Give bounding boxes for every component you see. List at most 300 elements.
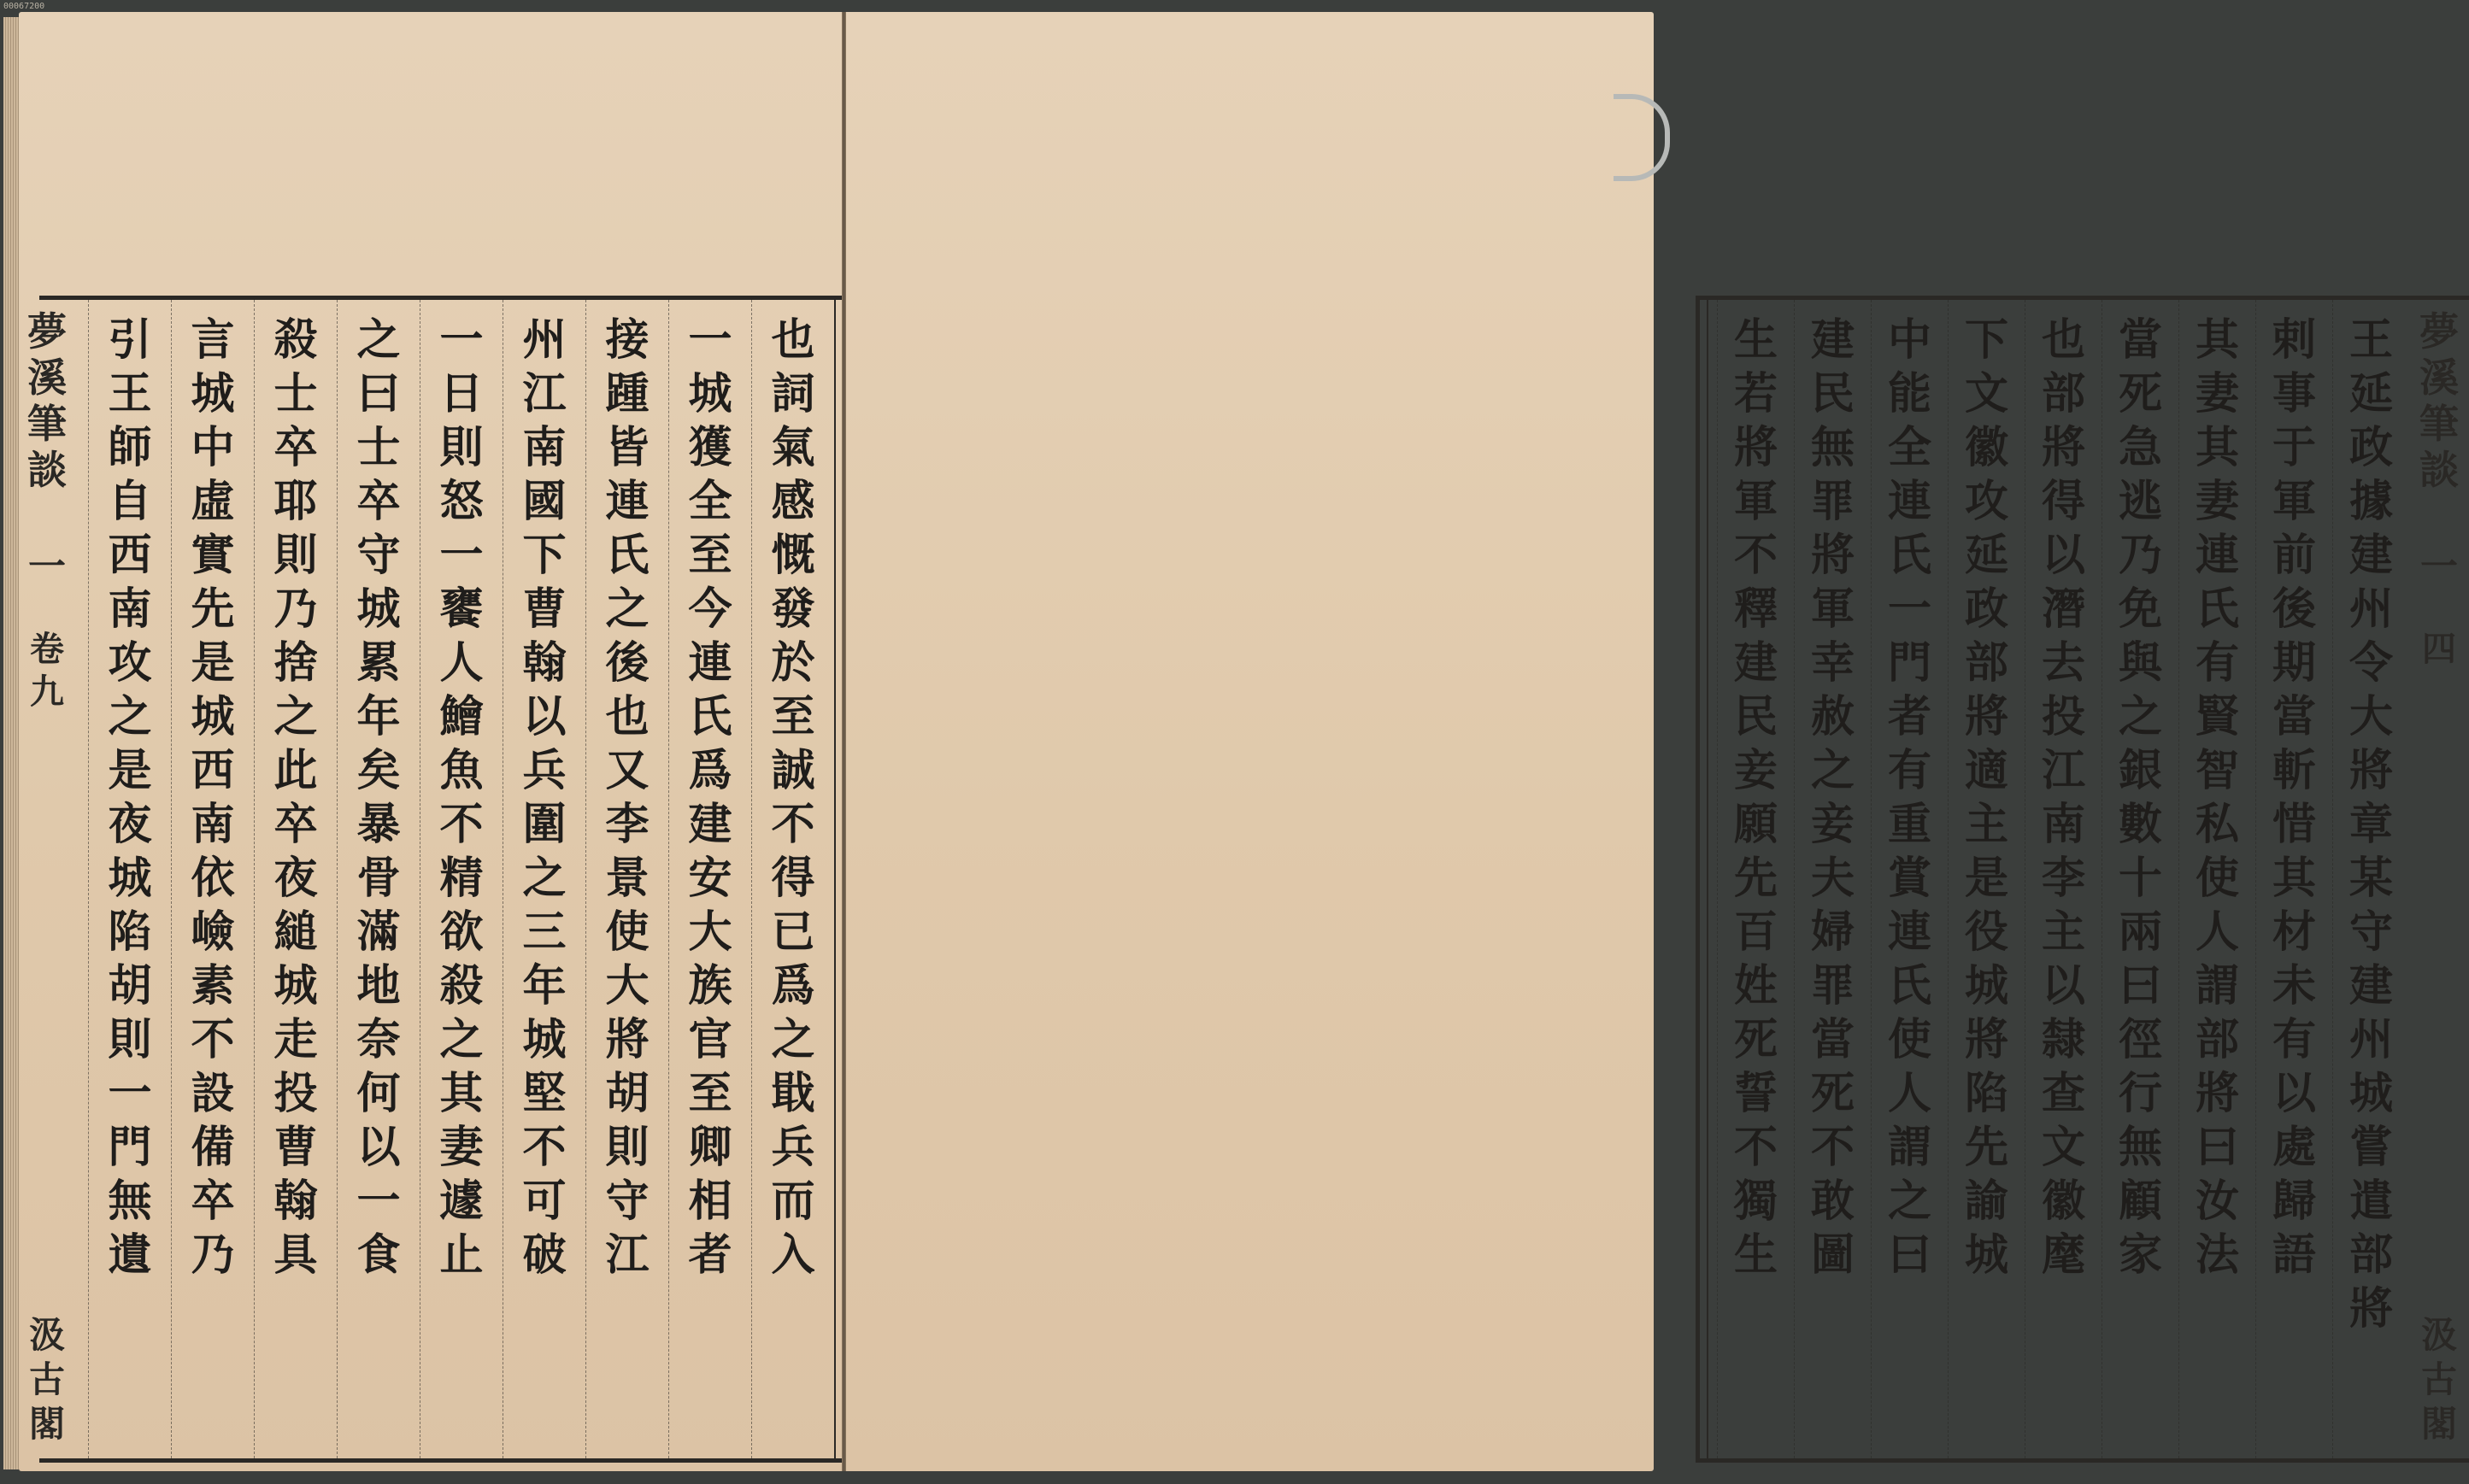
glyph: 官 xyxy=(688,1014,732,1065)
glyph: 卿 xyxy=(688,1122,732,1173)
glyph: 素 xyxy=(191,960,235,1012)
glyph: 耶 xyxy=(273,476,318,527)
glyph: 隸 xyxy=(2041,1014,2085,1065)
glyph: 卒 xyxy=(273,422,318,473)
glyph: 誠 xyxy=(771,745,815,796)
glyph: 去 xyxy=(2041,637,2085,689)
glyph: 怒 xyxy=(439,476,484,527)
glyph: 令 xyxy=(2348,637,2393,689)
glyph: 國 xyxy=(522,476,567,527)
glyph: 胡 xyxy=(108,960,152,1012)
glyph: 可 xyxy=(522,1176,567,1227)
glyph: 中 xyxy=(1887,314,1931,366)
left-page-column xyxy=(585,300,668,1458)
glyph: 江 xyxy=(605,1229,650,1281)
glyph: 何 xyxy=(356,1068,401,1119)
glyph: 設 xyxy=(191,1068,235,1119)
glyph: 守 xyxy=(605,1176,650,1227)
glyph: 中 xyxy=(191,422,235,473)
left-page-column xyxy=(254,300,337,1458)
glyph: 重 xyxy=(1887,799,1931,850)
glyph: 下 xyxy=(522,530,567,581)
glyph: 今 xyxy=(688,584,732,635)
glyph: 走 xyxy=(273,1014,318,1065)
glyph: 饔 xyxy=(439,584,484,635)
glyph: 之 xyxy=(1810,745,1855,796)
glyph: 氏 xyxy=(1887,530,1931,581)
glyph: 軍 xyxy=(1733,476,1778,527)
glyph: 捨 xyxy=(273,637,318,689)
glyph: 一 xyxy=(688,314,732,366)
glyph: 城 xyxy=(522,1014,567,1065)
glyph: 一 xyxy=(1887,584,1931,635)
glyph: 徽 xyxy=(2041,1176,2085,1227)
glyph: 歸 xyxy=(2272,1176,2316,1227)
glyph: 氏 xyxy=(1887,960,1931,1012)
glyph: 人 xyxy=(1887,1068,1931,1119)
glyph: 氏 xyxy=(605,530,650,581)
glyph: 之 xyxy=(522,853,567,904)
right-page xyxy=(846,12,2459,1471)
left-page-column xyxy=(420,300,503,1458)
glyph: 西 xyxy=(191,745,235,796)
glyph: 江 xyxy=(522,368,567,419)
glyph: 依 xyxy=(191,853,235,904)
glyph: 滿 xyxy=(356,906,401,958)
glyph: 婦 xyxy=(1810,906,1855,958)
left-band-title: 夢 溪 筆 談 xyxy=(27,308,67,493)
glyph: 逃 xyxy=(2118,476,2162,527)
glyph: 章 xyxy=(2348,799,2393,850)
glyph: 又 xyxy=(605,745,650,796)
glyph: 師 xyxy=(108,422,152,473)
glyph: 將 xyxy=(605,1014,650,1065)
glyph: 政 xyxy=(1964,584,2008,635)
glyph: 地 xyxy=(356,960,401,1012)
glyph: 者 xyxy=(688,1229,732,1281)
glyph: 戢 xyxy=(771,1068,815,1119)
glyph: 百 xyxy=(1733,906,1778,958)
glyph: 潛 xyxy=(2041,584,2085,635)
glyph: 南 xyxy=(2041,799,2085,850)
glyph: 自 xyxy=(108,476,152,527)
glyph: 獨 xyxy=(1733,1176,1778,1227)
glyph: 是 xyxy=(1964,853,2008,904)
glyph: 主 xyxy=(1964,799,2008,850)
glyph: 人 xyxy=(439,637,484,689)
glyph: 氏 xyxy=(2195,584,2239,635)
glyph: 乃 xyxy=(2118,530,2162,581)
glyph: 城 xyxy=(688,368,732,419)
right-band-page-number: 四 xyxy=(2422,629,2456,669)
glyph: 矣 xyxy=(356,745,401,796)
glyph: 將 xyxy=(2348,1283,2393,1334)
glyph: 不 xyxy=(191,1014,235,1065)
glyph: 南 xyxy=(522,422,567,473)
glyph: 則 xyxy=(273,530,318,581)
glyph: 妾 xyxy=(1810,799,1855,850)
glyph: 部 xyxy=(2041,368,2085,419)
right-page-column xyxy=(2025,300,2102,1458)
left-band-mark: 一 xyxy=(28,545,66,589)
glyph: 行 xyxy=(2118,1068,2162,1119)
glyph: 爲 xyxy=(688,745,732,796)
glyph: 曹 xyxy=(522,584,567,635)
glyph: 能 xyxy=(1887,368,1931,419)
glyph: 有 xyxy=(2272,1014,2316,1065)
glyph: 也 xyxy=(2041,314,2085,366)
glyph: 具 xyxy=(273,1229,318,1281)
glyph: 守 xyxy=(2348,906,2393,958)
glyph: 徑 xyxy=(2118,1014,2162,1065)
left-page-column xyxy=(751,300,834,1458)
glyph: 門 xyxy=(1887,637,1931,689)
glyph: 以 xyxy=(522,691,567,742)
glyph: 建 xyxy=(1810,314,1855,366)
glyph: 大 xyxy=(605,960,650,1012)
glyph: 江 xyxy=(2041,745,2085,796)
glyph: 城 xyxy=(1964,960,2008,1012)
glyph: 城 xyxy=(1964,1229,2008,1281)
glyph: 攻 xyxy=(1964,476,2008,527)
glyph: 妻 xyxy=(439,1122,484,1173)
glyph: 使 xyxy=(1887,1014,1931,1065)
left-page-column xyxy=(171,300,254,1458)
glyph: 至 xyxy=(771,691,815,742)
glyph: 連 xyxy=(1887,476,1931,527)
glyph: 某 xyxy=(2348,853,2393,904)
glyph: 一 xyxy=(439,314,484,366)
glyph: 役 xyxy=(1964,906,2008,958)
glyph: 曹 xyxy=(273,1122,318,1173)
glyph: 州 xyxy=(2348,584,2393,635)
glyph: 陷 xyxy=(1964,1068,2008,1119)
glyph: 建 xyxy=(2348,960,2393,1012)
glyph: 一 xyxy=(108,1068,152,1119)
glyph: 踵 xyxy=(605,368,650,419)
glyph: 將 xyxy=(2041,422,2085,473)
glyph: 誓 xyxy=(1733,1068,1778,1119)
right-band-title: 夢 溪 筆 談 xyxy=(2419,308,2459,493)
glyph: 嶮 xyxy=(191,906,235,958)
glyph: 賢 xyxy=(2195,691,2239,742)
left-page-margin-band xyxy=(17,300,77,1458)
glyph: 累 xyxy=(356,637,401,689)
glyph: 建 xyxy=(1733,637,1778,689)
glyph: 三 xyxy=(522,906,567,958)
scan-id-label: 00067200 xyxy=(3,2,45,11)
glyph: 先 xyxy=(1964,1122,2008,1173)
glyph: 至 xyxy=(688,530,732,581)
glyph: 卒 xyxy=(356,476,401,527)
right-page-column xyxy=(2178,300,2255,1458)
glyph: 政 xyxy=(2348,422,2393,473)
right-page-column xyxy=(2102,300,2178,1458)
glyph: 其 xyxy=(2195,314,2239,366)
glyph: 赦 xyxy=(1810,691,1855,742)
glyph: 接 xyxy=(605,314,650,366)
glyph: 不 xyxy=(771,799,815,850)
glyph: 得 xyxy=(2041,476,2085,527)
glyph: 年 xyxy=(522,960,567,1012)
right-page-column xyxy=(1794,300,1871,1458)
glyph: 以 xyxy=(2041,530,2085,581)
glyph: 發 xyxy=(771,584,815,635)
glyph: 後 xyxy=(2272,584,2316,635)
glyph: 謂 xyxy=(2195,960,2239,1012)
glyph: 徽 xyxy=(1964,422,2008,473)
glyph: 死 xyxy=(1733,1014,1778,1065)
glyph: 欲 xyxy=(439,906,484,958)
glyph: 罪 xyxy=(1810,476,1855,527)
glyph: 西 xyxy=(108,530,152,581)
glyph: 之 xyxy=(771,1014,815,1065)
glyph: 未 xyxy=(2272,960,2316,1012)
glyph: 于 xyxy=(2272,422,2316,473)
glyph: 以 xyxy=(2041,960,2085,1012)
glyph: 食 xyxy=(356,1229,401,1281)
glyph: 州 xyxy=(522,314,567,366)
glyph: 兩 xyxy=(2118,906,2162,958)
left-page-column xyxy=(503,300,585,1458)
glyph: 言 xyxy=(191,314,235,366)
glyph: 願 xyxy=(1733,799,1778,850)
glyph: 兵 xyxy=(771,1122,815,1173)
right-page-column xyxy=(1948,300,2025,1458)
glyph: 家 xyxy=(2118,1229,2162,1281)
glyph: 敢 xyxy=(1810,1176,1855,1227)
glyph: 之 xyxy=(356,314,401,366)
glyph: 夜 xyxy=(108,799,152,850)
glyph: 乃 xyxy=(273,584,318,635)
glyph: 圍 xyxy=(522,799,567,850)
glyph: 連 xyxy=(688,637,732,689)
glyph: 之 xyxy=(1887,1176,1931,1227)
glyph: 實 xyxy=(191,530,235,581)
glyph: 連 xyxy=(1887,906,1931,958)
right-page-margin-band xyxy=(2409,300,2469,1458)
glyph: 翰 xyxy=(273,1176,318,1227)
glyph: 材 xyxy=(2272,906,2316,958)
left-page-frame xyxy=(27,296,847,1463)
glyph: 魚 xyxy=(439,745,484,796)
glyph: 至 xyxy=(688,1068,732,1119)
glyph: 妻 xyxy=(2195,368,2239,419)
glyph: 止 xyxy=(439,1229,484,1281)
glyph: 部 xyxy=(2195,1014,2239,1065)
glyph: 於 xyxy=(771,637,815,689)
glyph: 人 xyxy=(2195,906,2239,958)
glyph: 與 xyxy=(2118,637,2162,689)
glyph: 當 xyxy=(1810,1014,1855,1065)
glyph: 王 xyxy=(2348,314,2393,366)
glyph: 城 xyxy=(191,691,235,742)
glyph: 乃 xyxy=(191,1229,235,1281)
glyph: 十 xyxy=(2118,853,2162,904)
glyph: 殺 xyxy=(273,314,318,366)
glyph: 法 xyxy=(2195,1229,2239,1281)
glyph: 城 xyxy=(273,960,318,1012)
glyph: 文 xyxy=(1964,368,2008,419)
glyph: 城 xyxy=(108,853,152,904)
glyph: 陷 xyxy=(108,906,152,958)
right-band-mark: 一 xyxy=(2420,545,2458,589)
glyph: 處 xyxy=(2272,1122,2316,1173)
glyph: 前 xyxy=(2272,530,2316,581)
glyph: 門 xyxy=(108,1122,152,1173)
glyph: 已 xyxy=(771,906,815,958)
glyph: 則 xyxy=(108,1014,152,1065)
glyph: 而 xyxy=(771,1176,815,1227)
glyph: 士 xyxy=(273,368,318,419)
glyph: 城 xyxy=(191,368,235,419)
glyph: 全 xyxy=(1887,422,1931,473)
glyph: 諭 xyxy=(1964,1176,2008,1227)
glyph: 先 xyxy=(1733,853,1778,904)
glyph: 民 xyxy=(1810,368,1855,419)
glyph: 李 xyxy=(2041,853,2085,904)
glyph: 是 xyxy=(108,745,152,796)
glyph: 也 xyxy=(771,314,815,366)
glyph: 之 xyxy=(439,1014,484,1065)
glyph: 無 xyxy=(108,1176,152,1227)
right-page-column xyxy=(1871,300,1948,1458)
glyph: 曰 xyxy=(2118,960,2162,1012)
glyph: 一 xyxy=(439,530,484,581)
glyph: 一 xyxy=(356,1176,401,1227)
left-page-column xyxy=(668,300,751,1458)
glyph: 使 xyxy=(2195,853,2239,904)
glyph: 文 xyxy=(2041,1122,2085,1173)
glyph: 適 xyxy=(1964,745,2008,796)
glyph: 賞 xyxy=(1887,853,1931,904)
glyph: 後 xyxy=(605,637,650,689)
glyph: 先 xyxy=(191,584,235,635)
glyph: 卒 xyxy=(273,799,318,850)
glyph: 幸 xyxy=(1810,637,1855,689)
glyph: 急 xyxy=(2118,422,2162,473)
glyph: 不 xyxy=(1733,530,1778,581)
glyph: 之 xyxy=(605,584,650,635)
glyph: 得 xyxy=(771,853,815,904)
paper-clip xyxy=(1614,94,1670,181)
glyph: 也 xyxy=(605,691,650,742)
glyph: 相 xyxy=(688,1176,732,1227)
glyph: 斬 xyxy=(2272,745,2316,796)
left-page xyxy=(19,12,842,1471)
glyph: 全 xyxy=(688,476,732,527)
glyph: 死 xyxy=(2118,368,2162,419)
glyph: 引 xyxy=(108,314,152,366)
glyph: 精 xyxy=(439,853,484,904)
glyph: 下 xyxy=(1964,314,2008,366)
glyph: 銀 xyxy=(2118,745,2162,796)
glyph: 胡 xyxy=(605,1068,650,1119)
glyph: 備 xyxy=(191,1122,235,1173)
glyph: 遺 xyxy=(108,1229,152,1281)
glyph: 卒 xyxy=(191,1176,235,1227)
glyph: 民 xyxy=(1733,691,1778,742)
glyph: 無 xyxy=(1810,422,1855,473)
glyph: 骨 xyxy=(356,853,401,904)
glyph: 夜 xyxy=(273,853,318,904)
glyph: 將 xyxy=(2195,1068,2239,1119)
glyph: 之 xyxy=(2118,691,2162,742)
glyph: 建 xyxy=(2348,530,2393,581)
glyph: 查 xyxy=(2041,1068,2085,1119)
glyph: 投 xyxy=(2041,691,2085,742)
glyph: 此 xyxy=(273,745,318,796)
glyph: 入 xyxy=(771,1229,815,1281)
glyph: 不 xyxy=(439,799,484,850)
right-page-frame xyxy=(1696,296,2469,1463)
left-page-column xyxy=(88,300,171,1458)
glyph: 感 xyxy=(771,476,815,527)
glyph: 惜 xyxy=(2272,799,2316,850)
glyph: 其 xyxy=(439,1068,484,1119)
glyph: 安 xyxy=(688,853,732,904)
glyph: 生 xyxy=(1733,314,1778,366)
glyph: 部 xyxy=(2348,1229,2393,1281)
glyph: 姓 xyxy=(1733,960,1778,1012)
glyph: 不 xyxy=(522,1122,567,1173)
glyph: 圖 xyxy=(1810,1229,1855,1281)
glyph: 智 xyxy=(2195,745,2239,796)
glyph: 氣 xyxy=(771,422,815,473)
glyph: 守 xyxy=(356,530,401,581)
glyph: 麾 xyxy=(2041,1229,2085,1281)
glyph: 數 xyxy=(2118,799,2162,850)
glyph: 有 xyxy=(2195,637,2239,689)
glyph: 之 xyxy=(273,691,318,742)
glyph: 軍 xyxy=(2272,476,2316,527)
glyph: 詞 xyxy=(771,368,815,419)
glyph: 堅 xyxy=(522,1068,567,1119)
left-page-column xyxy=(337,300,420,1458)
glyph: 縋 xyxy=(273,906,318,958)
glyph: 南 xyxy=(191,799,235,850)
glyph: 日 xyxy=(439,368,484,419)
glyph: 暴 xyxy=(356,799,401,850)
right-page-column xyxy=(2255,300,2332,1458)
glyph: 投 xyxy=(273,1068,318,1119)
glyph: 將 xyxy=(2348,745,2393,796)
glyph: 南 xyxy=(108,584,152,635)
glyph: 年 xyxy=(356,691,401,742)
glyph: 以 xyxy=(356,1122,401,1173)
glyph: 將 xyxy=(1964,691,2008,742)
glyph: 者 xyxy=(1887,691,1931,742)
glyph: 無 xyxy=(2118,1122,2162,1173)
glyph: 皆 xyxy=(605,422,650,473)
glyph: 據 xyxy=(2348,476,2393,527)
glyph: 王 xyxy=(108,368,152,419)
glyph: 殺 xyxy=(439,960,484,1012)
glyph: 其 xyxy=(2272,853,2316,904)
glyph: 將 xyxy=(1810,530,1855,581)
glyph: 大 xyxy=(2348,691,2393,742)
glyph: 嘗 xyxy=(2348,1122,2393,1173)
glyph: 士 xyxy=(356,422,401,473)
glyph: 罪 xyxy=(1810,960,1855,1012)
glyph: 死 xyxy=(1810,1068,1855,1119)
glyph: 李 xyxy=(605,799,650,850)
glyph: 汝 xyxy=(2195,1176,2239,1227)
glyph: 則 xyxy=(439,422,484,473)
glyph: 釋 xyxy=(1733,584,1778,635)
glyph: 當 xyxy=(2272,691,2316,742)
right-page-column xyxy=(2332,300,2409,1458)
